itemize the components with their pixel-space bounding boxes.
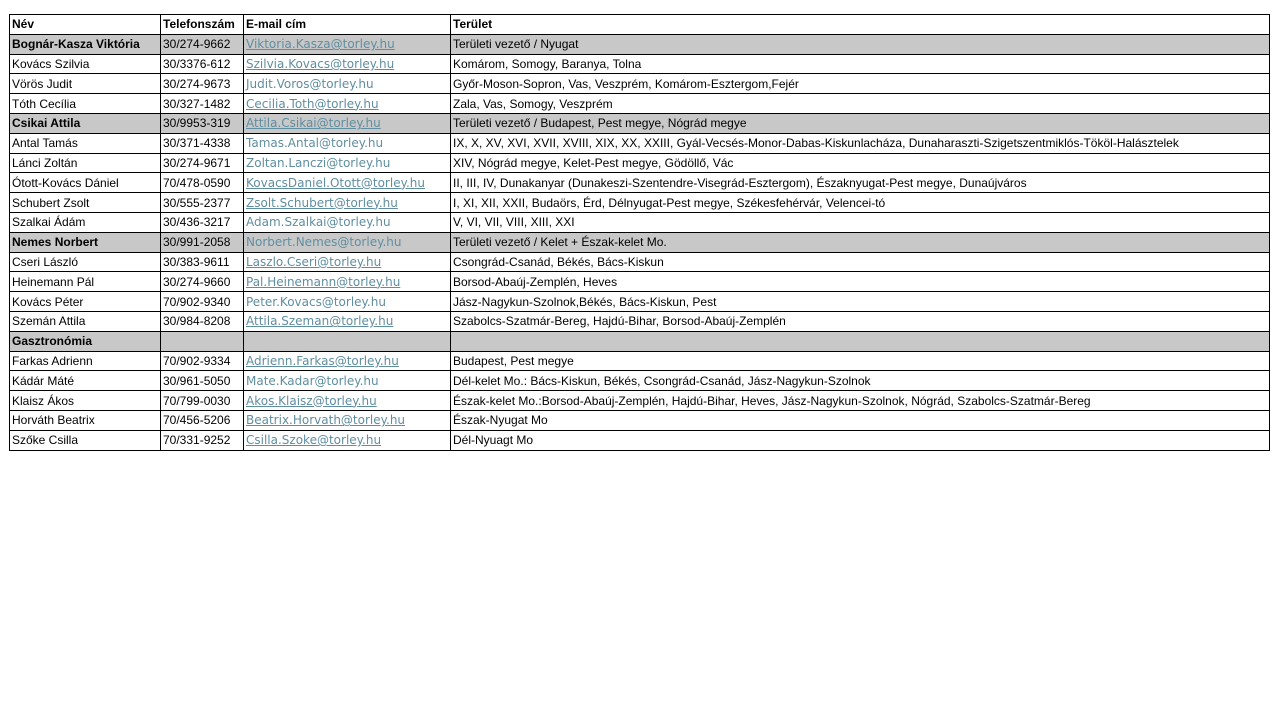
- contact-area: Dél-Nyuagt Mo: [451, 430, 1270, 450]
- group-header-row: [10, 232, 1270, 252]
- contact-email-cell: [244, 153, 451, 173]
- contact-name: Schubert Zsolt: [10, 193, 161, 213]
- table-body: [10, 34, 1270, 450]
- contact-phone: 30/961-5050: [161, 371, 244, 391]
- contact-phone: 70/799-0030: [161, 391, 244, 411]
- table-row: [10, 351, 1270, 371]
- contact-email-cell: [244, 94, 451, 114]
- email-link[interactable]: Laszlo.Cseri@torley.hu: [246, 254, 382, 269]
- contact-area: Területi vezető / Nyugat: [451, 34, 1270, 54]
- contact-area: Dél-kelet Mo.: Bács-Kiskun, Békés, Csongrád-Csanád, Jász-Nagykun-Szolnok: [451, 371, 1270, 391]
- table-row: [10, 252, 1270, 272]
- contact-phone: 70/331-9252: [161, 430, 244, 450]
- contact-email-cell: [244, 430, 451, 450]
- contact-name: Farkas Adrienn: [10, 351, 161, 371]
- header-area: Terület: [451, 15, 1270, 35]
- contact-name: Vörös Judit: [10, 74, 161, 94]
- contact-email-cell: [244, 371, 451, 391]
- contact-area: Szabolcs-Szatmár-Bereg, Hajdú-Bihar, Borsod-Abaúj-Zemplén: [451, 311, 1270, 331]
- contact-phone: 70/456-5206: [161, 410, 244, 430]
- group-header-row: [10, 34, 1270, 54]
- contact-phone: 30/9953-319: [161, 113, 244, 133]
- contact-area: Területi vezető / Kelet + Észak-kelet Mo.: [451, 232, 1270, 252]
- email-link[interactable]: Szilvia.Kovacs@torley.hu: [246, 56, 395, 71]
- contact-email-cell: [244, 34, 451, 54]
- contact-email-cell: [244, 193, 451, 213]
- contact-area: II, III, IV, Dunakanyar (Dunakeszi-Szentendre-Visegrád-Esztergom), Északnyugat-Pest megye, Dunaújváros: [451, 173, 1270, 193]
- contact-area: V, VI, VII, VIII, XIII, XXI: [451, 212, 1270, 232]
- contact-area: Csongrád-Csanád, Békés, Bács-Kiskun: [451, 252, 1270, 272]
- table-row: [10, 74, 1270, 94]
- header-name: Név: [10, 15, 161, 35]
- contact-email-cell: [244, 311, 451, 331]
- contact-area: Észak-kelet Mo.:Borsod-Abaúj-Zemplén, Hajdú-Bihar, Heves, Jász-Nagykun-Szolnok, Nógrád, Szabolcs-Szatmár-Bereg: [451, 391, 1270, 411]
- contact-name: Kovács Péter: [10, 292, 161, 312]
- contact-email-cell: [244, 331, 451, 351]
- table-row: [10, 272, 1270, 292]
- contact-name: Szőke Csilla: [10, 430, 161, 450]
- email-link[interactable]: Attila.Csikai@torley.hu: [246, 116, 381, 131]
- table-row: [10, 371, 1270, 391]
- contact-phone: 30/436-3217: [161, 212, 244, 232]
- contact-area: Jász-Nagykun-Szolnok,Békés, Bács-Kiskun, Pest: [451, 292, 1270, 312]
- table-row: [10, 212, 1270, 232]
- contact-email-cell: [244, 410, 451, 430]
- contact-phone: 30/274-9671: [161, 153, 244, 173]
- contact-phone: 30/327-1482: [161, 94, 244, 114]
- contact-area: XIV, Nógrád megye, Kelet-Pest megye, Gödöllő, Vác: [451, 153, 1270, 173]
- contact-name: Bognár-Kasza Viktória: [10, 34, 161, 54]
- contact-name: Nemes Norbert: [10, 232, 161, 252]
- contact-email-cell: [244, 252, 451, 272]
- contact-name: Horváth Beatrix: [10, 410, 161, 430]
- contact-email-cell: [244, 173, 451, 193]
- contact-name: Heinemann Pál: [10, 272, 161, 292]
- contact-name: Cseri László: [10, 252, 161, 272]
- contact-email-cell: [244, 133, 451, 153]
- contact-email-cell: [244, 54, 451, 74]
- email-link[interactable]: Cecilia.Toth@torley.hu: [246, 96, 379, 111]
- contact-phone: 30/3376-612: [161, 54, 244, 74]
- contact-area: [451, 331, 1270, 351]
- contact-email-cell: [244, 113, 451, 133]
- contact-area: Észak-Nyugat Mo: [451, 410, 1270, 430]
- contact-email-cell: [244, 391, 451, 411]
- contact-name: Tóth Cecília: [10, 94, 161, 114]
- email-link[interactable]: KovacsDaniel.Otott@torley.hu: [246, 175, 425, 190]
- group-header-row: [10, 113, 1270, 133]
- table-row: [10, 410, 1270, 430]
- contact-area: Területi vezető / Budapest, Pest megye, Nógrád megye: [451, 113, 1270, 133]
- contact-phone: 30/274-9660: [161, 272, 244, 292]
- contact-name: Szemán Attila: [10, 311, 161, 331]
- email-link[interactable]: Akos.Klaisz@torley.hu: [246, 393, 377, 408]
- table-row: [10, 94, 1270, 114]
- header-row: [10, 15, 1270, 35]
- table-row: [10, 173, 1270, 193]
- email-link[interactable]: Csilla.Szoke@torley.hu: [246, 433, 382, 448]
- contact-email-cell: [244, 212, 451, 232]
- contacts-table: [9, 14, 1270, 451]
- table-row: [10, 430, 1270, 450]
- email-link[interactable]: Judit.Voros@torley.hu: [246, 76, 374, 91]
- table-row: [10, 311, 1270, 331]
- group-header-row: [10, 331, 1270, 351]
- contact-phone: 30/555-2377: [161, 193, 244, 213]
- contact-email-cell: [244, 232, 451, 252]
- table-row: [10, 391, 1270, 411]
- email-link[interactable]: Peter.Kovacs@torley.hu: [246, 294, 386, 309]
- header-phone: Telefonszám: [161, 15, 244, 35]
- table-row: [10, 292, 1270, 312]
- contact-area: Zala, Vas, Somogy, Veszprém: [451, 94, 1270, 114]
- email-link[interactable]: Pal.Heinemann@torley.hu: [246, 274, 401, 289]
- email-link[interactable]: Zsolt.Schubert@torley.hu: [246, 195, 398, 210]
- table-row: [10, 133, 1270, 153]
- contact-email-cell: [244, 272, 451, 292]
- contact-name: Ótott-Kovács Dániel: [10, 173, 161, 193]
- email-link[interactable]: Tamas.Antal@torley.hu: [246, 136, 384, 151]
- contact-name: Lánci Zoltán: [10, 153, 161, 173]
- contact-name: Antal Tamás: [10, 133, 161, 153]
- contact-name: Kádár Máté: [10, 371, 161, 391]
- contact-area: Győr-Moson-Sopron, Vas, Veszprém, Komárom-Esztergom,Fejér: [451, 74, 1270, 94]
- contact-name: Szalkai Ádám: [10, 212, 161, 232]
- contact-name: Gasztronómia: [10, 331, 161, 351]
- table-row: [10, 153, 1270, 173]
- contact-phone: 30/274-9662: [161, 34, 244, 54]
- contact-phone: 70/902-9340: [161, 292, 244, 312]
- contact-phone: 30/371-4338: [161, 133, 244, 153]
- contact-email-cell: [244, 351, 451, 371]
- contact-phone: 70/478-0590: [161, 173, 244, 193]
- header-email: E-mail cím: [244, 15, 451, 35]
- contact-phone: 30/991-2058: [161, 232, 244, 252]
- contact-area: Borsod-Abaúj-Zemplén, Heves: [451, 272, 1270, 292]
- contact-phone: 30/984-8208: [161, 311, 244, 331]
- email-link[interactable]: Adam.Szalkai@torley.hu: [246, 215, 391, 230]
- email-link[interactable]: Norbert.Nemes@torley.hu: [246, 235, 402, 250]
- contact-phone: 30/274-9673: [161, 74, 244, 94]
- contact-phone: [161, 331, 244, 351]
- contact-email-cell: [244, 292, 451, 312]
- contact-name: Kovács Szilvia: [10, 54, 161, 74]
- contact-phone: 30/383-9611: [161, 252, 244, 272]
- email-link[interactable]: Viktoria.Kasza@torley.hu: [246, 37, 395, 52]
- email-link[interactable]: Attila.Szeman@torley.hu: [246, 314, 394, 329]
- contact-area: Budapest, Pest megye: [451, 351, 1270, 371]
- table-row: [10, 193, 1270, 213]
- email-link[interactable]: Zoltan.Lanczi@torley.hu: [246, 155, 391, 170]
- email-link[interactable]: Mate.Kadar@torley.hu: [246, 373, 379, 388]
- table-row: [10, 54, 1270, 74]
- email-link[interactable]: Adrienn.Farkas@torley.hu: [246, 353, 399, 368]
- contact-name: Csikai Attila: [10, 113, 161, 133]
- contact-phone: 70/902-9334: [161, 351, 244, 371]
- contact-area: IX, X, XV, XVI, XVII, XVIII, XIX, XX, XXIII, Gyál-Vecsés-Monor-Dabas-Kiskunlacháza, Dunaharaszti-Szigetszentmiklós-Tököl-Halásztelek: [451, 133, 1270, 153]
- email-link[interactable]: Beatrix.Horvath@torley.hu: [246, 413, 406, 428]
- contact-email-cell: [244, 74, 451, 94]
- contact-name: Klaisz Ákos: [10, 391, 161, 411]
- contact-area: Komárom, Somogy, Baranya, Tolna: [451, 54, 1270, 74]
- contact-area: I, XI, XII, XXII, Budaörs, Érd, Délnyugat-Pest megye, Székesfehérvár, Velencei-tó: [451, 193, 1270, 213]
